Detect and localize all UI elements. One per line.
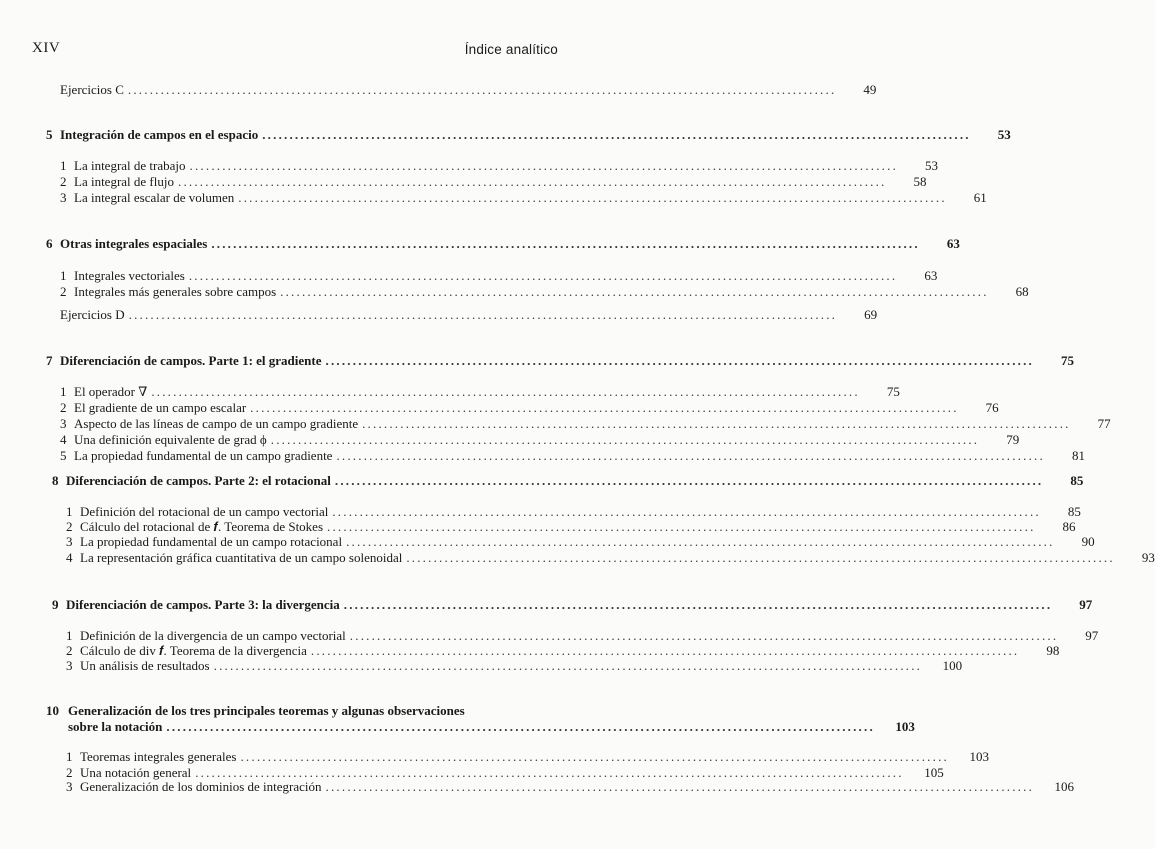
section-title: La propiedad fundamental de un campo gradiente [74,448,333,463]
section-number: 2 [66,643,73,658]
section-number: 2 [60,284,67,299]
leader-dots: .................................................................................................................................. [195,765,904,780]
section-number: 1 [66,749,73,764]
toc-section-5-3 [60,190,987,206]
chapter-page: 75 [1061,353,1074,368]
section-number: 4 [60,432,67,447]
chapter-page: 53 [997,127,1011,142]
leader-dots: .................................................................................................................................. [211,236,920,251]
section-title: La integral de trabajo [74,158,186,173]
toc-section-6-2 [60,284,1029,300]
section-page: 98 [1046,643,1060,658]
toc-chapter-8 [52,473,1084,489]
section-page: 81 [1071,448,1085,463]
section-page: 100 [942,658,963,673]
leader-dots: .................................................................................................................................. [349,628,1059,643]
toc-chapter-10-line2 [68,719,915,735]
chapter-page: 63 [946,236,960,251]
leader-dots: .................................................................................................................................. [270,432,980,447]
section-title: El gradiente de un campo escalar [74,400,247,415]
section-title: La integral de flujo [74,174,174,189]
section-title: Integrales más generales sobre campos [74,284,277,299]
section-number: 2 [60,400,67,415]
chapter-title: Integración de campos en el espacio [60,127,259,142]
section-page: 93 [1141,550,1155,565]
section-number: 2 [66,519,73,534]
section-title: La integral escalar de volumen [74,190,235,205]
leader-dots: .................................................................................................................................. [334,473,1044,488]
section-number: 1 [60,384,67,399]
section-page: 79 [1006,432,1020,447]
toc-section-7-2 [60,400,999,416]
toc-section-7-5 [60,448,1085,464]
chapter-number: 5 [46,127,53,142]
toc-entry-page: 69 [864,307,878,322]
toc-section-8-2 [66,519,1076,535]
section-title: La representación gráfica cuantitativa de un campo solenoidal [80,550,403,565]
section-page: 90 [1081,534,1095,549]
chapter-number: 7 [46,353,53,368]
leader-dots: .................................................................................................................................. [127,82,837,97]
section-title: La propiedad fundamental de un campo rotacional [80,534,343,549]
section-page: 86 [1062,519,1076,534]
section-title: El operador ∇ [74,384,148,399]
section-title: Generalización de los dominios de integración [80,779,322,794]
leader-dots: .................................................................................................................................. [310,643,1020,658]
section-page: 58 [913,174,927,189]
section-title: Definición del rotacional de un campo vectorial [80,504,329,519]
section-number: 1 [66,504,73,519]
leader-dots: .................................................................................................................................. [406,550,1115,565]
toc-chapter-7 [46,353,1074,369]
chapter-page: 103 [895,719,915,734]
toc-chapter-5 [46,127,1011,143]
toc-section-8-3 [66,534,1095,550]
section-number: 3 [60,416,67,431]
toc-section-6-1 [60,268,938,284]
leader-dots: .................................................................................................................................. [250,400,959,415]
leader-dots: .................................................................................................................................. [346,534,1055,549]
section-page: 85 [1067,504,1081,519]
leader-dots: .................................................................................................................................. [325,779,1035,794]
section-page: 77 [1097,416,1111,431]
toc-entry-page: 49 [863,82,877,97]
section-number: 1 [60,158,67,173]
chapter-page: 97 [1079,597,1093,612]
section-title: Integrales vectoriales [74,268,185,283]
leader-dots: .................................................................................................................................. [362,416,1071,431]
toc-section-9-3 [66,658,963,674]
toc-section-7-3 [60,416,1111,432]
section-page: 63 [924,268,938,283]
leader-dots: .................................................................................................................................. [238,190,947,205]
section-title: Cálculo del rotacional de 𝒇. Teorema de Stokes [80,519,324,534]
section-number: 5 [60,448,67,463]
leader-dots: .................................................................................................................................. [188,268,898,283]
leader-dots: .................................................................................................................................. [128,307,838,322]
section-page: 106 [1054,779,1075,794]
section-number: 4 [66,550,73,565]
chapter-title-line1: Generalización de los tres principales teoremas y algunas observaciones [68,703,465,718]
toc-section-8-4 [66,550,1155,566]
chapter-number: 10 [46,703,59,718]
toc-section-10-1 [66,749,989,765]
section-page: 68 [1015,284,1029,299]
leader-dots: .................................................................................................................................. [166,719,875,734]
leader-dots: .................................................................................................................................. [262,127,971,142]
chapter-number: 8 [52,473,59,488]
leader-dots: .................................................................................................................................. [332,504,1041,519]
toc-chapter-10-line1 [46,703,465,719]
leader-dots: .................................................................................................................................. [178,174,887,189]
section-page: 97 [1085,628,1099,643]
toc-section-9-2 [66,643,1060,659]
toc-section-10-3 [66,779,1075,795]
leader-dots: .................................................................................................................................. [325,353,1034,368]
section-title: Aspecto de las líneas de campo de un campo gradiente [74,416,359,431]
leader-dots: .................................................................................................................................. [343,597,1053,612]
chapter-number: 6 [46,236,53,251]
toc-entry-title: Ejercicios D [60,307,125,322]
leader-dots: .................................................................................................................................. [151,384,860,399]
section-number: 2 [66,765,73,780]
section-number: 2 [60,174,67,189]
section-title: Una definición equivalente de grad ϕ [74,432,267,447]
section-number: 3 [66,779,73,794]
section-number: 1 [60,268,67,283]
section-title: Un análisis de resultados [80,658,210,673]
section-number: 1 [66,628,73,643]
toc-chapter-6 [46,236,960,252]
toc-chapter-9 [52,597,1093,613]
toc-entry-ejercicios-d [60,307,878,323]
section-page: 53 [925,158,939,173]
toc-section-7-4 [60,432,1020,448]
chapter-number: 9 [52,597,59,612]
section-number: 3 [60,190,67,205]
section-page: 76 [985,400,999,415]
leader-dots: .................................................................................................................................. [189,158,899,173]
section-page: 103 [969,749,989,764]
chapter-title: Diferenciación de campos. Parte 1: el gradiente [60,353,322,368]
toc-section-5-2 [60,174,927,190]
chapter-title: Diferenciación de campos. Parte 2: el rotacional [66,473,331,488]
toc-section-8-1 [66,504,1081,520]
toc-section-5-1 [60,158,939,174]
section-number: 3 [66,658,73,673]
running-header: Índice analítico [464,42,558,57]
page-number-roman: XIV [32,40,61,56]
section-number: 3 [66,534,73,549]
chapter-title: Diferenciación de campos. Parte 3: la divergencia [66,597,340,612]
toc-section-9-1 [66,628,1099,644]
leader-dots: .................................................................................................................................. [240,749,949,764]
chapter-page: 85 [1070,473,1084,488]
leader-dots: .................................................................................................................................. [213,658,923,673]
toc-entry-ejercicios-c [60,82,877,98]
section-title: Una notación general [80,765,192,780]
leader-dots: .................................................................................................................................. [280,284,989,299]
leader-dots: .................................................................................................................................. [336,448,1045,463]
leader-dots: .................................................................................................................................. [327,519,1036,534]
chapter-title: Otras integrales espaciales [60,236,208,251]
section-page: 75 [886,384,900,399]
section-title: Teoremas integrales generales [80,749,237,764]
section-title: Definición de la divergencia de un campo vectorial [80,628,346,643]
chapter-title-line2: sobre la notación [68,719,163,734]
section-page: 105 [924,765,944,780]
toc-entry-title: Ejercicios C [60,82,124,97]
section-title: Cálculo de div 𝒇. Teorema de la divergencia [80,643,307,658]
section-page: 61 [973,190,987,205]
toc-section-7-1 [60,384,900,400]
